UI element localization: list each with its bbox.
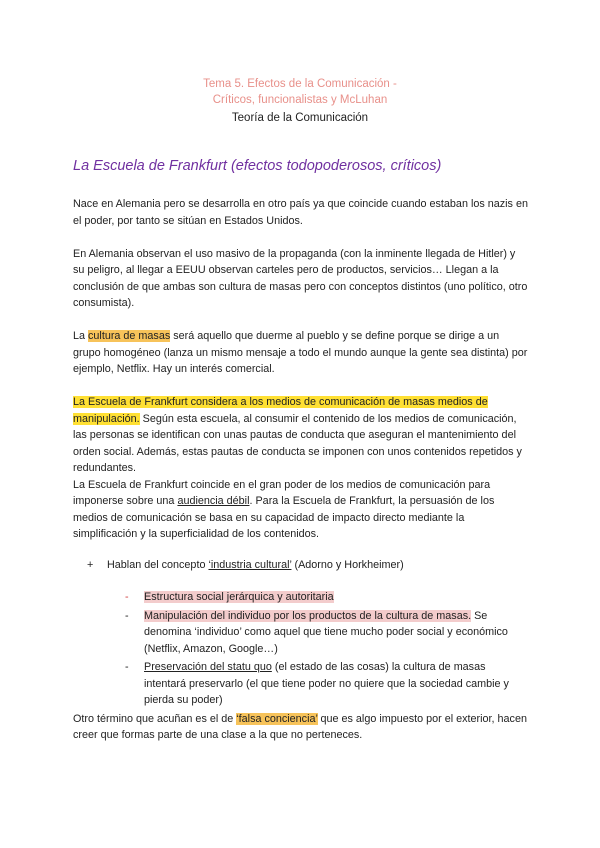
bullet-cultural-industry — [87, 557, 528, 574]
manipulation-post: Según esta escuela, al consumir el contenido de los medios de comunicación, las personas se identifican con unas pautas de conducta que aseguran el mantenimiento del orden social. Además, estas pautas de conducta se imponen con unos contenidos repetidos y redundantes. — [73, 412, 522, 474]
closing-highlight: ‘falsa conciencia’ — [236, 712, 318, 725]
topic-title-line1: Tema 5. Efectos de la Comunicación - — [203, 78, 397, 90]
list-item — [125, 608, 528, 658]
paragraph-weak-audience — [73, 477, 528, 543]
topic-title-line2: Críticos, funcionalistas y McLuhan — [212, 94, 388, 106]
bullet-text — [107, 557, 404, 574]
paragraph-propaganda: En Alemania observan el uso masivo de la propaganda (con la inminente llegada de Hitler) y su peligro, al llegar a EEUU observan carteles pero de productos, servicios… Llegan a la conclusión de que ambas son cultura de masas pero con conceptos distintos (uno político, otro consumista). — [73, 247, 528, 309]
closing-pre: Otro término que acuñan es el de — [73, 712, 237, 725]
list-item-underline: Preservación del statu quo — [144, 661, 272, 673]
list-item-text — [144, 659, 528, 709]
subject-title: Teoría de la Comunicación — [231, 112, 369, 124]
paragraph-false-consciousness — [73, 711, 528, 744]
mass-culture-pre: La — [73, 330, 89, 342]
paragraph-manipulation — [73, 394, 528, 477]
section-title: La Escuela de Frankfurt (efectos todopoderosos, críticos) — [73, 158, 442, 174]
list-item-post: Se denomina ‘individuo’ como aquel que tiene mucho poder social y económico (Netflix, Amazon, Google…) — [144, 609, 508, 655]
weak-audience-underline: audiencia débil — [177, 495, 250, 507]
list-item-post: (el estado de las cosas) la cultura de masas intentará preservarlo (el que tiene poder no quiere que la sociedad cambie y pierda su poder) — [144, 661, 509, 706]
list-item-highlight: Manipulación del individuo por los productos de la cultura de masas. — [144, 609, 472, 622]
paragraph-origin: Nace en Alemania pero se desarrolla en otro país ya que coincide cuando estaban los nazis en el poder, por tanto se sitúan en Estados Unidos. — [73, 198, 528, 227]
dash-bullet-icon: - — [125, 661, 129, 673]
list-item — [125, 589, 528, 606]
list-item-text — [144, 589, 528, 606]
mass-culture-post: será aquello que duerme al pueblo y se define porque se dirige a un grupo homogéneo (lanza un mismo mensaje a todo el mundo aunque la gente sea distinta) por ejemplo, Netflix. Hay un interés comercial. — [73, 330, 528, 375]
weak-audience-pre: La Escuela de Frankfurt coincide en el gran poder de los medios de comunicación para imponerse sobre una — [73, 478, 491, 507]
dash-bullet-icon: - — [125, 591, 129, 603]
list-item-text — [144, 608, 528, 658]
closing-post: que es algo impuesto por el exterior, hacen creer que formas parte de una clase a la que no perteneces. — [73, 712, 527, 741]
paragraph-mass-culture — [73, 328, 528, 378]
bullet-post: (Adorno y Horkheimer) — [291, 558, 404, 571]
bullet-pre: Hablan del concepto — [107, 558, 209, 571]
plus-bullet-icon: + — [87, 558, 94, 571]
manipulation-highlight: La Escuela de Frankfurt considera a los medios de comunicación de masas medios de manipulación. — [73, 396, 488, 425]
document-body — [73, 196, 528, 760]
weak-audience-post: . Para la Escuela de Frankfurt, la persuasión de los medios de comunicación se basa en su capacidad de impacto directo mediante la simplificación y la superficialidad de los contenidos. — [73, 495, 495, 540]
document-header — [0, 76, 600, 126]
sub-list — [125, 589, 528, 709]
mass-culture-highlight: cultura de masas — [88, 330, 171, 342]
list-item — [125, 659, 528, 709]
dash-bullet-icon: - — [125, 609, 129, 622]
list-item-highlight: Estructura social jerárquica y autoritaria — [144, 591, 334, 603]
bullet-underline: ‘industria cultural’ — [208, 558, 292, 571]
